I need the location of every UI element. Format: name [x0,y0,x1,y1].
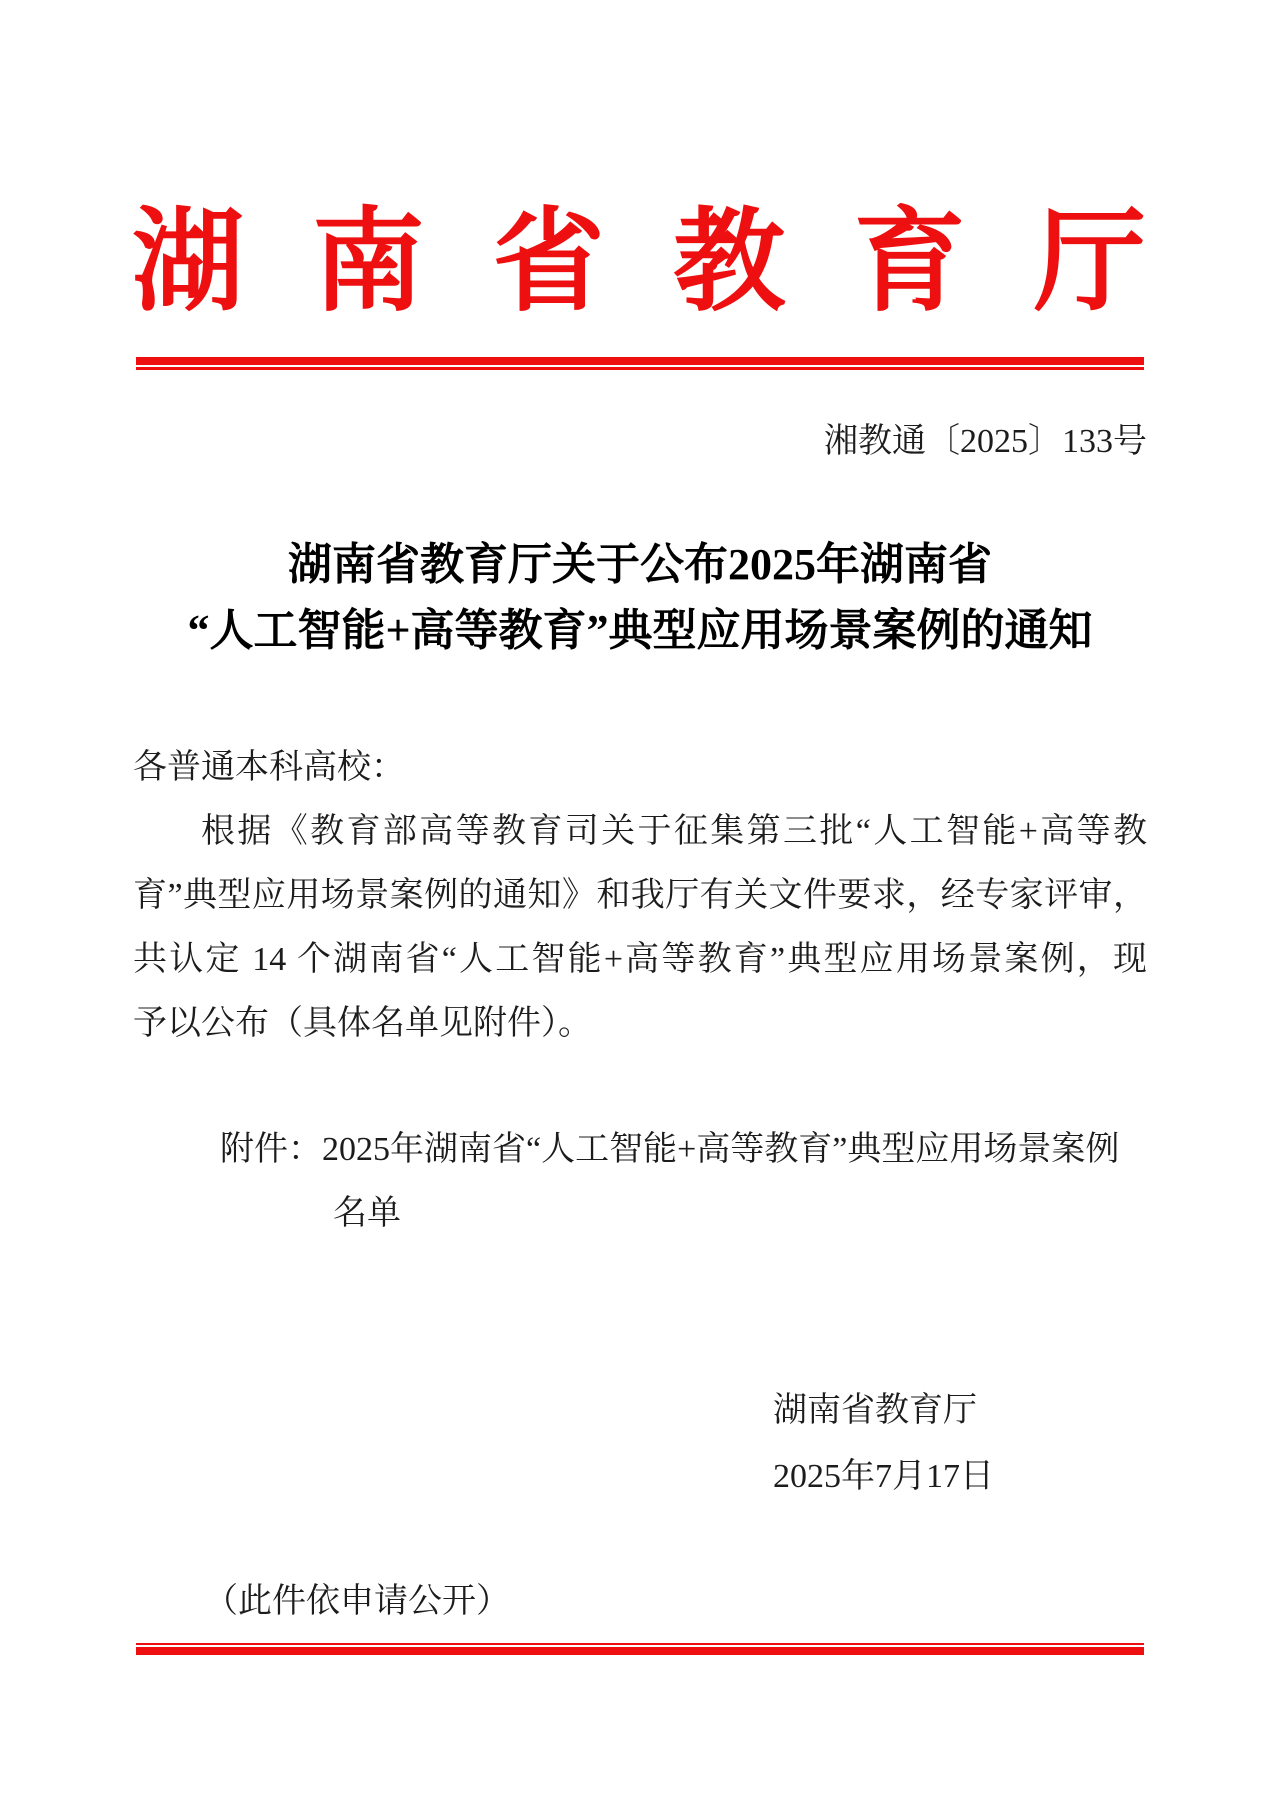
signature-agency: 湖南省教育厅 [773,1392,977,1429]
attachment-section [133,1118,1147,1246]
body-text [133,736,1147,1056]
header-divider-line [136,357,1144,370]
page-title-line-1: 湖南省教育厅关于公布2025年湖南省 [288,540,992,589]
document-number: 湘教通〔2025〕133号 [824,423,1147,460]
paragraph-line: 予以公布（具体名单见附件）。 [133,1005,592,1042]
page-title [83,532,1197,664]
paragraph-line: 根据《教育部高等教育司关于征集第三批“人工智能+高等教 [201,813,1147,850]
attachment-line-2: 名单 [333,1195,401,1232]
disclosure-note: （此件依申请公开） [204,1583,510,1620]
signature-date: 2025年7月17日 [773,1458,994,1495]
footer-divider-line [136,1643,1144,1655]
salutation: 各普通本科高校： [133,749,405,786]
attachment-line-1: 附件：2025年湖南省“人工智能+高等教育”典型应用场景案例 [220,1131,1120,1168]
signature-block [773,1378,994,1510]
paragraph-line: 育”典型应用场景案例的通知》和我厅有关文件要求，经专家评审， [133,877,1147,914]
paragraph-line: 共认定 14 个湖南省“人工智能+高等教育”典型应用场景案例，现 [133,941,1147,978]
agency-masthead: 湖南省教育厅 [132,201,1146,325]
page-title-line-2: “人工智能+高等教育”典型应用场景案例的通知 [187,606,1093,655]
